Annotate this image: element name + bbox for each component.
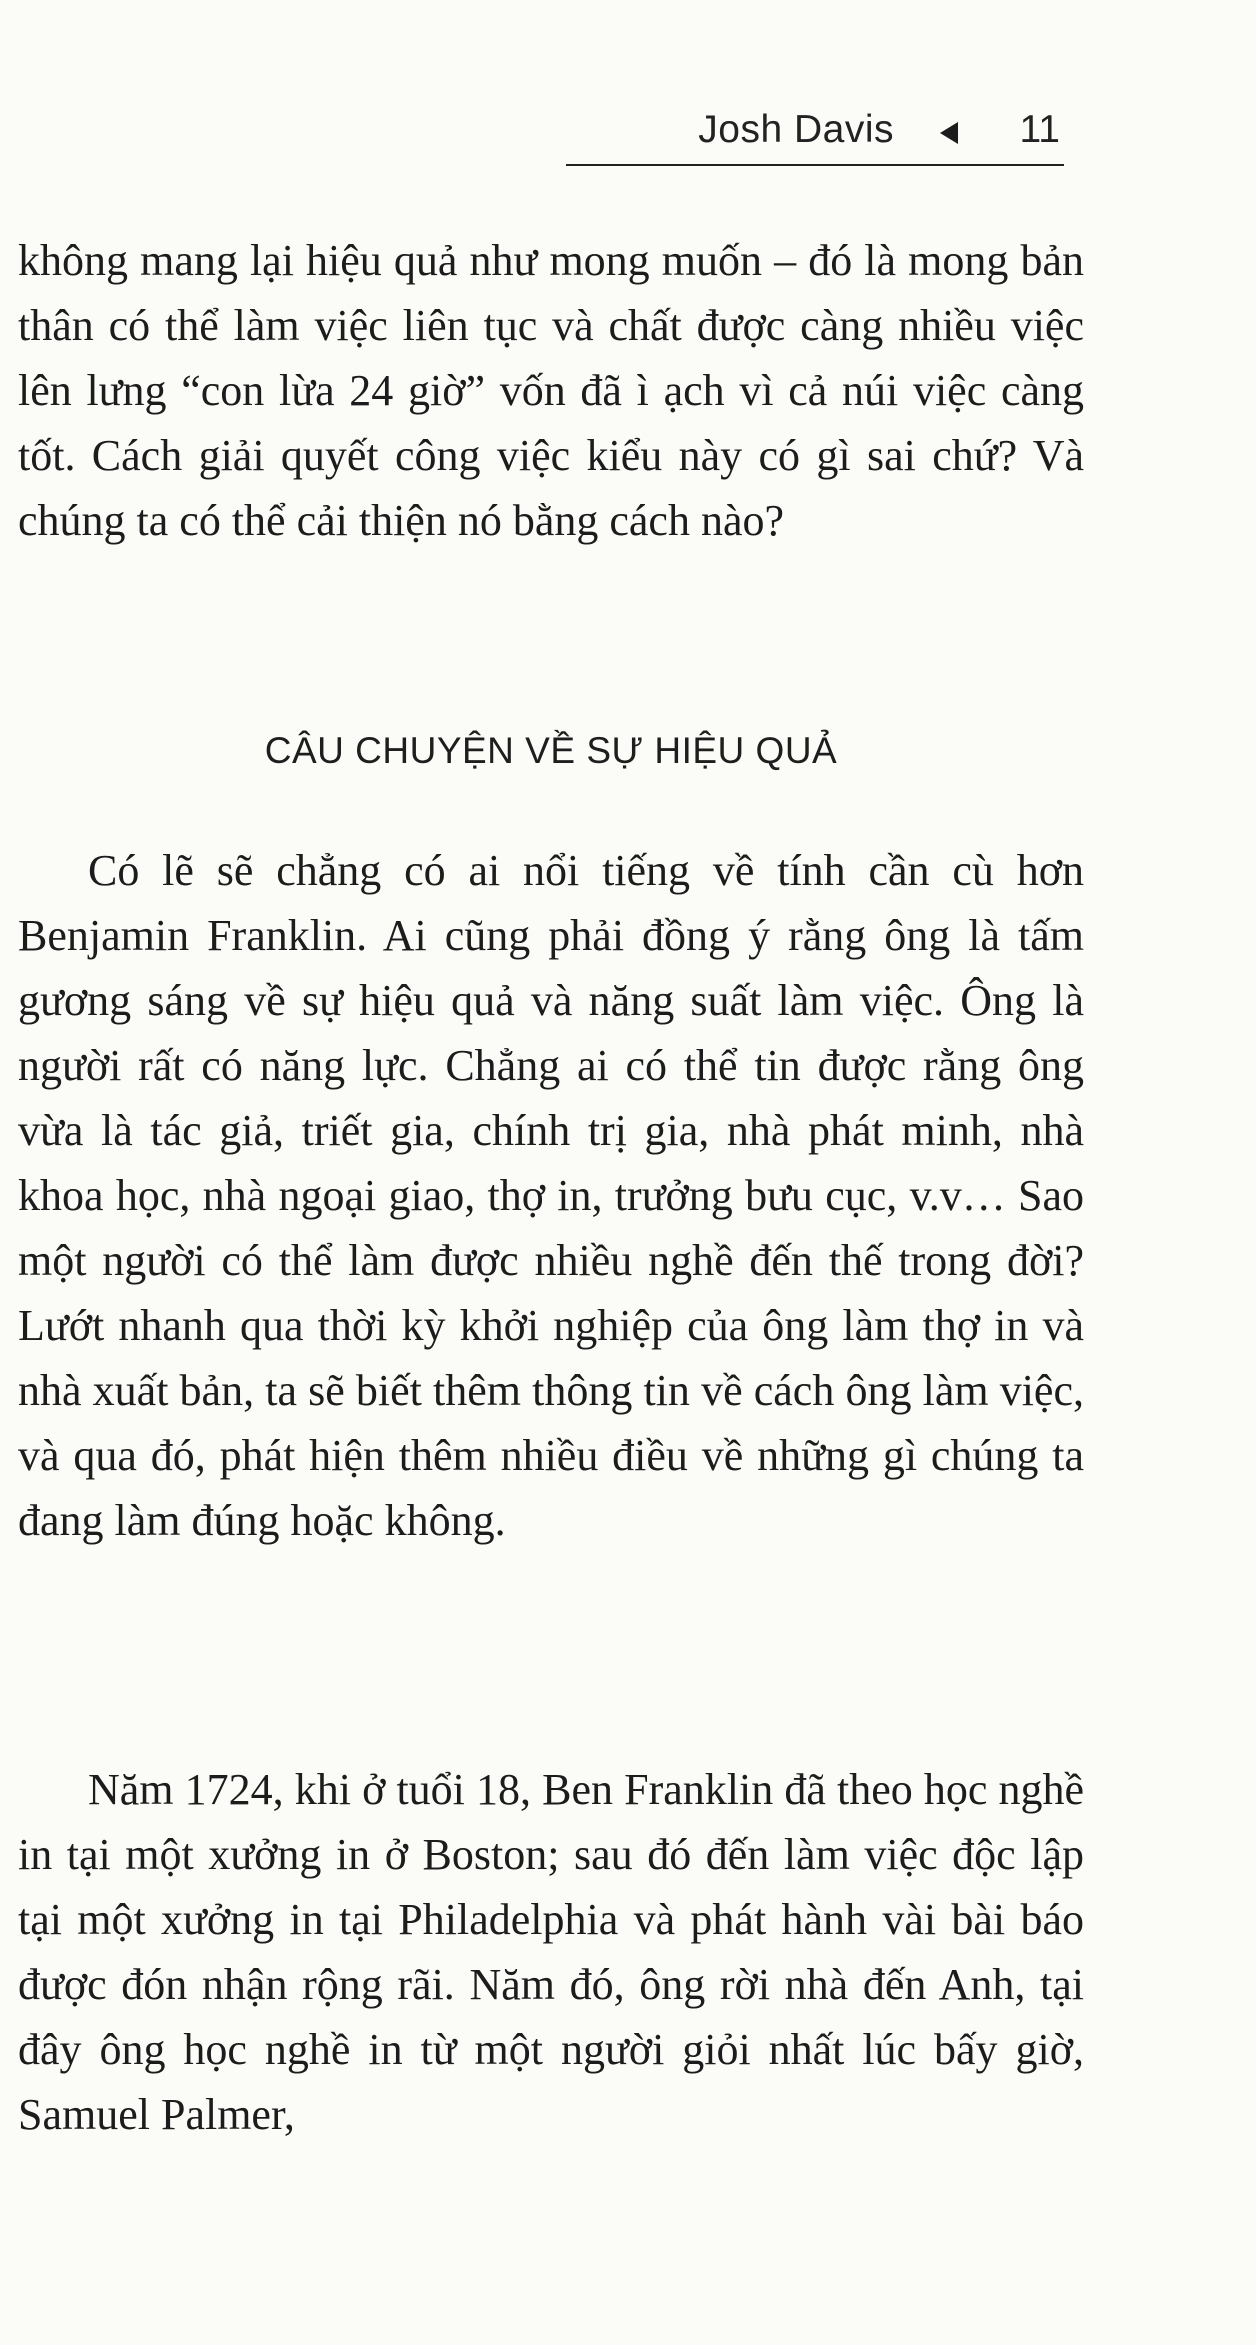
- paragraph-continuation: [18, 228, 1084, 553]
- paragraph-text: không mang lại hiệu quả như mong muốn – đó là mong bản thân có thể làm việc liên tục và chất được càng nhiều việc lên lưng “con lừa 24 giờ” vốn đã ì ạch vì cả núi việc càng tốt. Cách giải quyết công việc kiểu này có gì sai chứ? Và chúng ta có thể cải thiện nó bằng cách nào?: [18, 236, 1084, 545]
- header-author: Josh Davis: [698, 108, 894, 151]
- page-number: 11: [1019, 108, 1060, 151]
- paragraph-text: Năm 1724, khi ở tuổi 18, Ben Franklin đã theo học nghề in tại một xưởng in ở Boston; sau đó đến làm việc độc lập tại một xưởng in tại Philadelphia và phát hành vài bài báo được đón nhận rộng rãi. Năm đó, ông rời nhà đến Anh, tại đây ông học nghề in từ một người giỏi nhất lúc bấy giờ, Samuel Palmer,: [18, 1765, 1084, 2139]
- paragraph-text: Có lẽ sẽ chẳng có ai nổi tiếng về tính cần cù hơn Benjamin Franklin. Ai cũng phải đồng ý rằng ông là tấm gương sáng về sự hiệu quả và năng suất làm việc. Ông là người rất có năng lực. Chẳng ai có thể tin được rằng ông vừa là tác giả, triết gia, chính trị gia, nhà phát minh, nhà khoa học, nhà ngoại giao, thợ in, trưởng bưu cục, v.v… Sao một người có thể làm được nhiều nghề đến thế trong đời? Lướt nhanh qua thời kỳ khởi nghiệp của ông làm thợ in và nhà xuất bản, ta sẽ biết thêm thông tin về cách ông làm việc, và qua đó, phát hiện thêm nhiều điều về những gì chúng ta đang làm đúng hoặc không.: [18, 846, 1084, 1545]
- left-triangle-icon: [940, 122, 958, 144]
- running-header: [566, 104, 1064, 166]
- paragraph-franklin-intro: [18, 838, 1084, 1553]
- paragraph-1724: [18, 1757, 1084, 2147]
- section-heading: CÂU CHUYỆN VỀ SỰ HIỆU QUẢ: [264, 730, 838, 771]
